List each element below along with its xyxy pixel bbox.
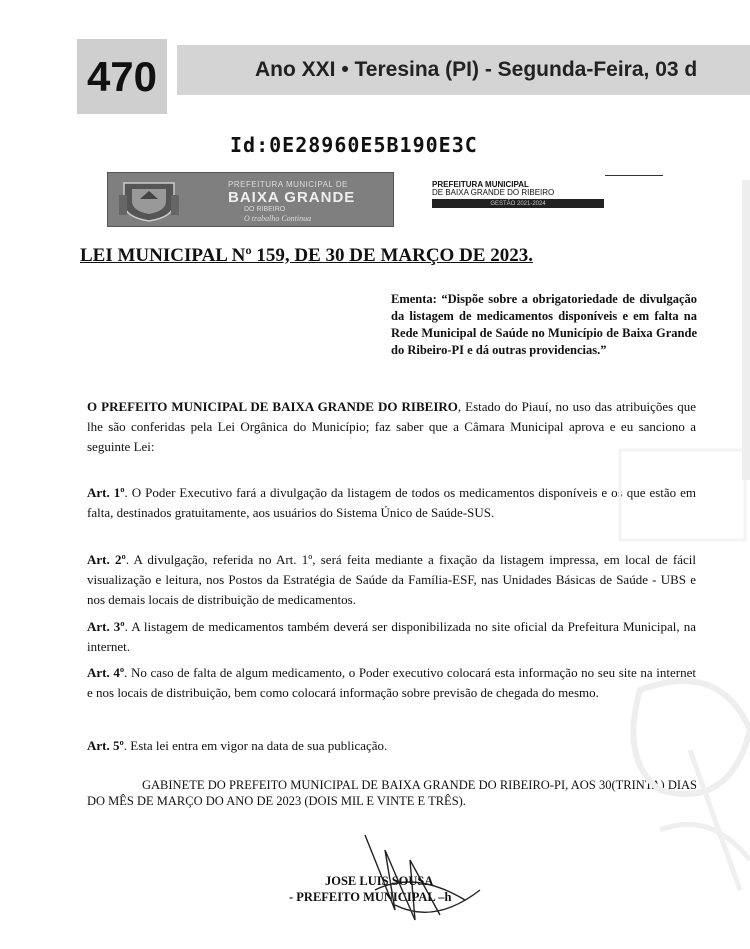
logo-line1: PREFEITURA MUNICIPAL DE	[228, 180, 348, 189]
letterhead-divider	[605, 175, 663, 176]
logo-motto: O trabalho Continua	[244, 214, 312, 223]
article-text: . A divulgação, referida no Art. 1º, será feita mediante a fixação da listagem impressa, em local de fácil visualização e leitura, nos Postos da Estratégia de Saúde da Família-ESF, nas Unidades Básicas de Saúde - UBS e nos demais locais de distribuição de medicamentos.	[87, 552, 697, 607]
edition-header	[177, 45, 750, 95]
municipality-logo	[107, 172, 394, 227]
article-label: Art. 3º	[87, 619, 125, 634]
letterhead-title: PREFEITURA MUNICIPAL	[432, 180, 529, 189]
logo-line2: BAIXA GRANDE	[228, 189, 356, 206]
preamble-text: , Estado do Piauí, no uso das atribuições que lhe são conferidas pela Lei Orgânica do Município; faz saber que a Câmara Municipal aprova e eu sanciono a seguinte Lei:	[87, 399, 696, 454]
article-label: Art. 4º	[87, 665, 125, 680]
law-title: LEI MUNICIPAL Nº 159, DE 30 DE MARÇO DE 2023.	[80, 245, 533, 266]
signatory-name: JOSE LUIS SOUSA	[325, 874, 434, 888]
edition-line: Ano XXI • Teresina (PI) - Segunda-Feira, 03 d	[255, 58, 698, 81]
logo-line3: DO RIBEIRO	[244, 206, 286, 213]
watermark-seal	[600, 430, 750, 949]
document-id: Id:0E28960E5B190E3C	[230, 133, 478, 157]
article-text: . Esta lei entra em vigor na data de sua publicação.	[123, 738, 388, 753]
letterhead-subtitle: DE BAIXA GRANDE DO RIBEIRO	[432, 188, 555, 197]
article-label: Art. 2º	[87, 552, 126, 567]
page-number: 470	[77, 39, 167, 114]
closing-statement: GABINETE DO PREFEITO MUNICIPAL DE BAIXA GRANDE DO RIBEIRO-PI, AOS 30(TRINTA) DIAS DO MÊS DE MARÇO DO ANO DE 2023 (DOIS MIL E VINTE E TRÊS).	[87, 778, 697, 808]
article-label: Art. 5º	[87, 738, 124, 753]
article-label: Art. 1º	[87, 485, 125, 500]
article-text: . A listagem de medicamentos também deverá ser disponibilizada no site oficial da Prefeitura Municipal, na internet.	[87, 619, 696, 654]
preamble-heading: O PREFEITO MUNICIPAL DE BAIXA GRANDE DO RIBEIRO	[87, 399, 458, 414]
letterhead-gestao: GESTÃO 2021-2024	[432, 199, 604, 208]
crest-icon	[118, 177, 180, 222]
law-ementa: Ementa: “Dispõe sobre a obrigatoriedade de divulgação da listagem de medicamentos disponíveis e em falta na Rede Municipal de Saúde no Município de Baixa Grande do Ribeiro-PI e dá outras providencias.”	[391, 292, 697, 357]
article-text: . O Poder Executivo fará a divulgação da listagem de todos os medicamentos disponíveis e os que estão em falta, destinados gratuitamente, aos usuários do Sistema Único de Saúde-SUS.	[87, 485, 697, 520]
page-edge	[742, 180, 750, 480]
signatory-role: - PREFEITO MUNICIPAL –h	[289, 890, 452, 904]
article-text: . No caso de falta de algum medicamento, o Poder executivo colocará esta informação no seu site na internet e nos locais de distribuição, bem como colocará informação sobre previsão de chegada do mesmo.	[87, 665, 696, 700]
